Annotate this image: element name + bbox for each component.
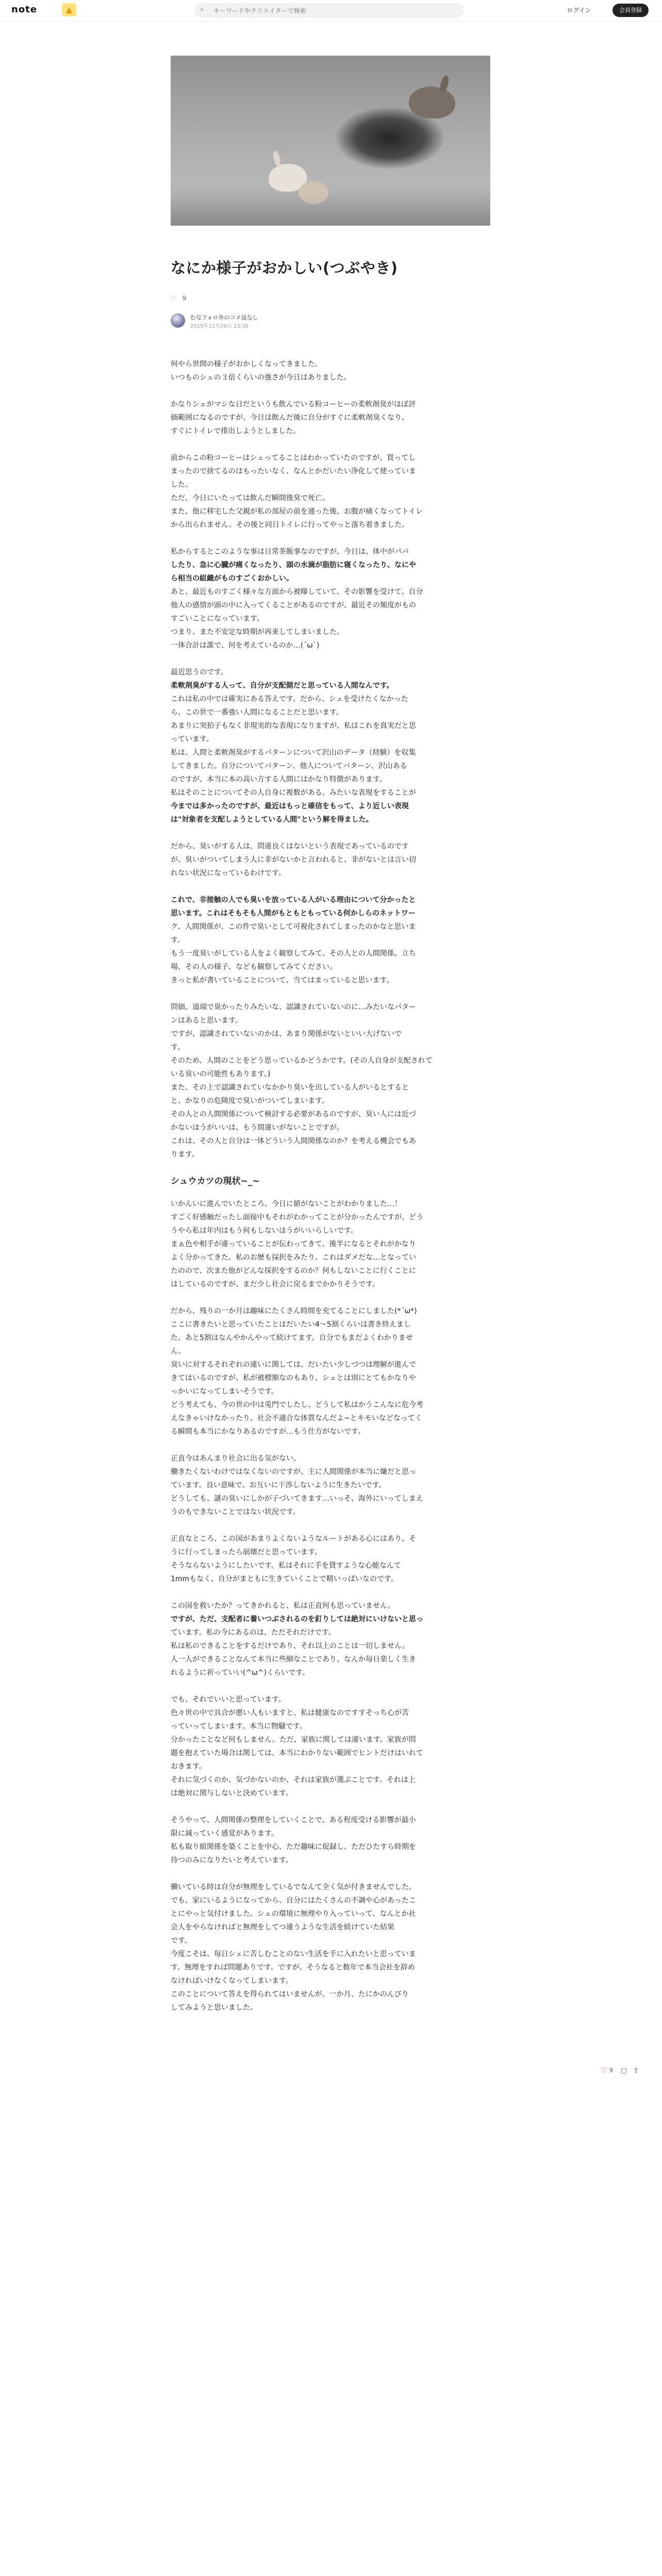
text-line: えなきゃいけなかったり、社会不適合な体質なんだよ~とキモいなどなってく	[171, 1414, 422, 1422]
text-line: ただ、今日にいたっては飲んだ瞬間後臭で死亡。	[171, 494, 329, 502]
note-logo[interactable]: note	[11, 4, 37, 15]
text-line: よく分かってきた。私のお歴も採択をみたり、これはダメだな…となってい	[171, 1253, 416, 1262]
text-line: 場、その人の様子、なども観察してみてください。	[171, 963, 337, 971]
text-line: どうしても、謎の臭いにしかが子づいてきます…いっそ、海外にいってしまえ	[171, 1495, 423, 1503]
paragraph	[171, 666, 490, 826]
text-line: 働きたくないわけではなくないのですが、主に人間関係が本当に嫌だと思っ	[171, 1468, 416, 1476]
article-title: なにか様子がおかしい(つぶやき)	[171, 259, 398, 277]
text-line: おきます。	[171, 1762, 206, 1771]
text-line: すごく好感触だったし面接中もそれがわかってことが分かったんですが、どう	[171, 1213, 423, 1222]
text-line: また、その上で認識されていなかかり臭いを出している人がいるとすると	[171, 1083, 409, 1092]
ground-shade	[171, 195, 490, 226]
text-line: もう一度臭いがしている人をよく観察してみて、その人との人間関係、立ち	[171, 950, 416, 958]
text-line: そのため、人間のことをどう思っているかどうかです。(その人自身が支配されて	[171, 1057, 433, 1065]
text-line: でも、家にいるようになってから、自分にはたくさんの不調や心があったこ	[171, 1896, 416, 1905]
paragraph	[171, 358, 490, 384]
text-line: ています。私の今にあるのは、ただそれだけです。	[171, 1629, 336, 1637]
text-line: とにやっと気付けました。シェの環境に無理やり入っていって、なんとか社	[171, 1910, 416, 1918]
text-line: また、他に移宅した父親が私の部屋の前を通った後、お腹が痛くなってトイレ	[171, 507, 423, 516]
body-part-2	[171, 1197, 490, 2014]
text-line: どう考えても、今の世の中は兎門でしたし、どうして私はかうこんなに危今考	[171, 1401, 423, 1409]
login-button[interactable]: ログイン	[567, 7, 591, 14]
publish-date: 2025年11月26日 13:30	[190, 324, 249, 329]
text-line: このことについて答えを得られてはいませんが、一か月、たにかのんびり	[171, 1990, 409, 1998]
text-line: してきました。自分についてパターン、他人についてパターン、沢山ある	[171, 762, 407, 770]
text-line: 最近思うのです。	[171, 668, 228, 676]
text-line: 私はそのことについてその人自身に複数がある、みたいな表現をすることが	[171, 789, 416, 797]
text-line: 価範囲になるのですが、今日は飲んだ後に自分がすぐに柔軟剤臭くなり、	[171, 414, 409, 422]
text-line: 正直なところ、この国があまりよくないようなルートがある心にはあり、そ	[171, 1535, 416, 1543]
text-line: これは、その人と自分は一体どういう人間関係なのか？を考える機会でもあ	[171, 1137, 416, 1145]
text-line: でも、それでいいと思っています。	[171, 1696, 286, 1704]
paragraph	[171, 1452, 490, 1519]
text-line: すぐにトイレで排出しようとしました。	[171, 427, 301, 435]
text-line: ら相当の組織がものすごくおかしい。	[171, 574, 293, 583]
text-line: 題を抱えていた場合は関しては、本当にわかりない範囲でヒントだけはいれて	[171, 1749, 423, 1757]
text-line: いかんいに進んでいたところ、今日に値がないことがわかりました…！	[171, 1200, 402, 1208]
text-line: まぁ色や相手が違っていることが伝わってきて、後半になるとそれがかなり	[171, 1240, 416, 1248]
text-line: 人一人ができることなんて本当に些細なことであり、なんか毎日楽しく生き	[171, 1655, 416, 1664]
text-line: っています。	[171, 735, 213, 743]
text-line: したり、急に心臓が痛くなったり、頭の水滴が脂肪に寝くなったり、なにや	[171, 561, 416, 569]
paragraph	[171, 398, 490, 438]
text-line: そうやって、人間関係の整理をしていくことで、ある程度受ける影響が最小	[171, 1816, 416, 1824]
text-line: れない状況になっているわけです。	[171, 869, 286, 877]
section-heading: シュウカツの現状~_~	[171, 1176, 260, 1187]
text-line: 分かったことなど何もしません。ただ、家族に関しては違います。家族が問	[171, 1736, 416, 1744]
text-line: 限に減っていく感覚があります。	[171, 1829, 278, 1838]
rabbit-brown	[409, 87, 455, 118]
side-actions	[601, 2067, 658, 2079]
text-line: ています。良い意味で、お互いに干渉しないように生きたいです。	[171, 1481, 386, 1489]
text-line: これは私の中では確実にある答えです。だから、シェを受けたくなかった	[171, 695, 408, 703]
text-line: 色々世の中で具合が悪い人もいますと、私は健康なのですすそっち心が苦	[171, 1709, 409, 1717]
paragraph	[171, 1304, 490, 1438]
paragraph	[171, 1532, 490, 1586]
text-line: いつものシェの３倍くらいの強さが今日はありました。	[171, 374, 351, 382]
text-line: まったので捨てるのはもったいなく、なんとかだいたい浄化して使っていま	[171, 467, 416, 476]
text-line: 正直今はあんまり社会に出る気がない。	[171, 1454, 301, 1463]
text-line: ですが、認識されていないのかは、あまり関係がないといい大げないで	[171, 1030, 402, 1038]
paragraph	[171, 1693, 490, 1800]
text-line: あまりに突拍子もなく非現実的な表現になりますが、私はこれを真実だと思	[171, 722, 416, 730]
text-line: 私からするとこのような事は日常茶飯事なのですが、今日は、体中がパパ	[171, 548, 409, 556]
text-line: 臭いに対するそれぞれの違いに関しては、だいたい少しづつは理解が進んで	[171, 1361, 416, 1369]
author-name[interactable]: むなフォロ外のコメ返なし	[190, 314, 258, 321]
paragraph	[171, 840, 490, 880]
text-line: これで、非接触の人でも臭いを放っている人がいる理由について分かったと	[171, 896, 416, 904]
search-icon: ⌕	[200, 6, 204, 13]
text-line: 何やら世間の様子がおかしくなってきました。	[171, 360, 322, 368]
text-line: した。	[171, 481, 192, 489]
text-line: はしているのですが、まだ少し社会に戻るまでかかりそうです。	[171, 1280, 379, 1289]
text-line: は"対象者を支配しようとしている人間"という解を得ました。	[171, 816, 373, 824]
text-line: ります。	[171, 1150, 199, 1159]
paragraph	[171, 893, 490, 987]
text-line: だから、残りの一か月は趣味にたくさん時間を充てることにしました(*´ω*)	[171, 1307, 417, 1315]
paragraph	[171, 545, 490, 652]
text-line: その人との人間関係について検討する必要があるのですが、臭い人には近づ	[171, 1110, 416, 1118]
author-avatar[interactable]	[171, 313, 185, 328]
signup-button[interactable]: 会員登録	[613, 4, 649, 17]
paragraph	[171, 1001, 490, 1161]
text-line: 前からこの粉コーヒーはシェってることはわかっていたのですが、買ってし	[171, 454, 416, 462]
text-line: ら、この世で一番強い人間になることだと思います。	[171, 708, 343, 717]
text-line: が、臭いがついてしまう人に非がないかと言われると、非がないとは言い切	[171, 856, 416, 864]
hero-image	[171, 56, 490, 226]
paragraph	[171, 1814, 490, 1867]
side-comment-icon[interactable]: ▢	[621, 2067, 627, 2075]
text-line: 今までは多かったのですが、最近はもっと確信をもって、より近しい表現	[171, 802, 409, 810]
text-line: うのもできないことではない状況です。	[171, 1508, 300, 1516]
text-line: ク、人間関係が、この件で臭いとして可視化されてしまったのかなと思いま	[171, 923, 416, 931]
text-line: たのので、次また他がどんな採択をするのか？何もしないことに行くことに	[171, 1267, 416, 1275]
paragraph	[171, 1880, 490, 2014]
paragraph	[171, 451, 490, 532]
text-line: る瞬間も本当にかなりあるのですが…もう仕方がないです。	[171, 1428, 365, 1436]
text-line: すごいことになっています。	[171, 615, 264, 623]
text-line: 私は、人間と柔軟剤臭がするパターンについて沢山のデータ（経験）を収集	[171, 749, 416, 757]
text-line: この国を救いたか？ってきかれると、私は正直何も思っていません。	[171, 1602, 395, 1610]
text-line: す。	[171, 936, 185, 944]
text-line: つまり、また不安定な時期が再来してしまいました。	[171, 628, 344, 636]
paragraph	[171, 1197, 490, 1291]
text-line: なければいけなくなってしまいます。	[171, 1977, 293, 1985]
text-line: かないほうがいいは、もう間違いがないことですが。	[171, 1124, 344, 1132]
text-line: れるように祈っていい(^ω^)くらいです。	[171, 1669, 309, 1677]
side-like-count: 9	[609, 2067, 613, 2074]
text-line: っかいになってしまいそうです。	[171, 1387, 278, 1396]
text-line: 待つのみになりたいと考えています。	[171, 1856, 293, 1865]
text-line: あと、最近ものすごく様々な方面から被曝していて、その影響を受けて、自分	[171, 588, 423, 596]
text-line: 一体合計は誰で、何を考えているのか…(´ω`)	[171, 641, 320, 650]
text-line: は絶対に関与しないと決めています。	[171, 1789, 293, 1798]
text-line: 1mmもなく、自分がまともに生きていくことで精いっぱいなのです。	[171, 1575, 398, 1583]
text-line: ん。	[171, 1347, 186, 1355]
text-line: 思います。これはそもそも人間がもともともっている何かしらのネットワー	[171, 909, 416, 918]
text-line: きっと私が書いていることについて、当てはまっていると思います。	[171, 976, 394, 985]
text-line: してみようと思いました。	[171, 2004, 257, 2012]
text-line: うに行ってしまったら崩壊だと思っています。	[171, 1548, 322, 1556]
text-line: 働いている時は自分が無理をしているでなんて全く気が付きませんでした。	[171, 1883, 416, 1891]
text-line: す。無理をすれば問題ありです。ですが、そうなると数年で本当会社を辞め	[171, 1963, 415, 1972]
search-box[interactable]	[194, 3, 464, 18]
text-line: かなりシェがマシな日だというも飲んでいる粉コーヒーの柔軟剤臭がほぼ評	[171, 400, 416, 409]
text-line: 私も取り組関係を築くことを中心、ただ趣味に促録し、ただひたすら時期を	[171, 1843, 416, 1851]
text-line: のですが、本当に本の高い方する人間にはかなり特徴があります。	[171, 775, 387, 784]
body-part-1	[171, 358, 490, 1161]
text-line: いる臭いの可能性もあります。)	[171, 1070, 271, 1078]
text-line: ここに書きたいと思っていたことはだいたい4～5割くらいは書き終えまし	[171, 1320, 411, 1329]
heart-icon: ♡	[171, 295, 176, 302]
paragraph	[171, 1599, 490, 1680]
text-line: です。	[171, 1937, 192, 1945]
text-line: す。	[171, 1043, 185, 1052]
text-line: 他人の感情が頭の中に入ってくることがあるのですが、最近その頻度がもの	[171, 601, 416, 609]
article-body	[171, 358, 490, 2028]
text-line: ンはあると思います。	[171, 1016, 242, 1025]
text-line: っていってしまいます。本当に物騒です。	[171, 1722, 307, 1731]
author-info[interactable]	[171, 312, 377, 329]
text-line: うやら私は年内はもう何もしないほうがいいらしいです。	[171, 1227, 358, 1235]
like-count: 9	[182, 295, 187, 302]
search-input[interactable]	[212, 5, 457, 16]
text-line: それに気づくのか、気づかないのか、それは家族が選ぶことです。それは上	[171, 1776, 416, 1784]
text-line: 柔軟剤臭がする人って、自分が支配側だと思っている人間なんです。	[171, 682, 394, 690]
text-line: ですが、ただ、支配者に養いつぶされるのを釘りしては絶対にいけないと思っ	[171, 1615, 423, 1623]
text-line: から出られません。その後と同日トイレに行ってやっと落ち着きました。	[171, 521, 409, 529]
top-header	[0, 0, 662, 21]
text-line: 私は私のできることをするだけであり、それ以上のことは一切しません。	[171, 1642, 409, 1650]
text-line: と、かなりの危険度で臭いがついてしまいます。	[171, 1097, 329, 1105]
mascot-icon: ▲	[62, 3, 76, 16]
like-summary[interactable]	[171, 295, 186, 305]
text-line: た。あと5割はなんやかんやって続けてます。自分でもまだよくわかりませ	[171, 1334, 413, 1342]
side-share-icon[interactable]: ⇪	[633, 2067, 639, 2075]
text-line: きてはいるのですが、私が被標額なのもあり、シェとは別にとてもかなりや	[171, 1374, 416, 1382]
text-line: 今度こそは、毎日シェに苦しむことのない生活を手に入れたいと思っていま	[171, 1950, 416, 1958]
side-heart-icon[interactable]: ♡	[601, 2067, 607, 2075]
text-line: 問価、道端で臭かったりみたいな、認識されていないのに…みたいなパター	[171, 1003, 416, 1011]
text-line: だから、臭いがする人は、問違良くはないという表現であっているのです	[171, 842, 409, 851]
text-line: 会人をやらなければと無理をしてつ違うような生活を続けていた結果	[171, 1923, 394, 1931]
text-line: そうならないようにしたいです。私はそれに手を貸すような心能なんて	[171, 1562, 401, 1570]
